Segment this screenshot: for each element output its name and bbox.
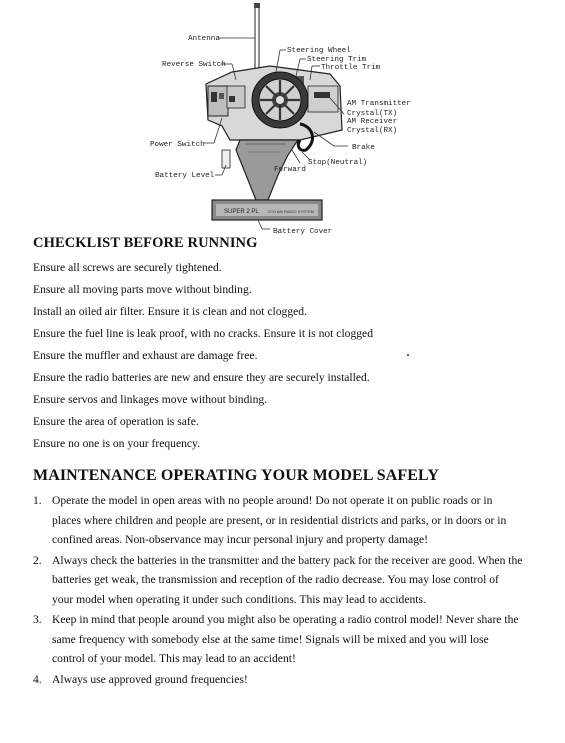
- checklist-item: Ensure no one is on your frequency.: [33, 437, 200, 450]
- checklist-item: Install an oiled air filter. Ensure it is clean and not clogged.: [33, 305, 307, 318]
- maintenance-item: [33, 491, 523, 550]
- checklist-item: Ensure the fuel line is leak proof, with no cracks. Ensure it is not clogged: [33, 327, 373, 340]
- label-steering-wheel: Steering Wheel: [287, 47, 351, 55]
- maintenance-item: [33, 670, 523, 690]
- item-text: Always check the batteries in the transmitter and the battery pack for the receiver are good. When the batteries get weak, the transmission and reception of the radio decrease. You may lose control of your model when operating it under such conditions. This may lead to accidents.: [52, 553, 523, 606]
- label-forward: Forward: [274, 166, 306, 174]
- label-battery-cover: Battery Cover: [273, 228, 333, 236]
- maintenance-item: [33, 610, 523, 669]
- transmitter-body-icon: [206, 66, 342, 220]
- label-reverse-switch: Reverse Switch: [162, 61, 226, 69]
- transmitter-diagram: [0, 0, 565, 240]
- antenna-icon: [254, 3, 260, 70]
- svg-text:2CH AM RADIO SYSTEM: 2CH AM RADIO SYSTEM: [268, 209, 315, 214]
- label-antenna: Antenna: [188, 35, 220, 43]
- label-am-receiver: AM Receiver: [347, 118, 398, 126]
- checklist-item: Ensure all screws are securely tightened.: [33, 261, 222, 274]
- maintenance-list: [33, 491, 523, 690]
- label-power-switch: Power Switch: [150, 141, 205, 149]
- item-text: Keep in mind that people around you might also be operating a radio control model! Never share the same frequency with somebody else at the same time! Signals will be mixed and you will lose control of your model. This may lead to an accident!: [52, 613, 519, 665]
- checklist-heading: CHECKLIST BEFORE RUNNING: [33, 235, 258, 251]
- maintenance-item: [33, 551, 523, 610]
- item-number: 3.: [33, 613, 42, 626]
- item-text: Operate the model in open areas with no people around! Do not operate it on public roads or in places where children and people are present, or in residential districts and parks, or in doors or in confined areas. Non-observance may incur personal injury and property damage!: [52, 494, 507, 546]
- label-brake: Brake: [352, 144, 375, 152]
- label-crystal-tx: Crystal(TX): [347, 110, 398, 118]
- label-crystal-rx: Crystal(RX): [347, 127, 398, 135]
- checklist-item: Ensure the area of operation is safe.: [33, 415, 199, 428]
- item-number: 1.: [33, 494, 42, 507]
- checklist-item: Ensure the muffler and exhaust are damage free.: [33, 349, 258, 362]
- item-text: Always use approved ground frequencies!: [52, 672, 248, 686]
- label-battery-level: Battery Level: [155, 172, 215, 180]
- label-am-transmitter: AM Transmitter: [347, 100, 411, 108]
- checklist-item: Ensure the radio batteries are new and ensure they are securely installed.: [33, 371, 370, 384]
- stray-dot: [407, 354, 409, 356]
- label-steering-trim: Steering Trim: [307, 56, 367, 64]
- label-stop-neutral: Stop(Neutral): [308, 159, 368, 167]
- item-number: 4.: [33, 672, 42, 686]
- checklist-item: Ensure all moving parts move without binding.: [33, 283, 252, 296]
- svg-text:SUPER 2 PL: SUPER 2 PL: [224, 209, 259, 215]
- label-throttle-trim: Throttle Trim: [321, 64, 381, 72]
- checklist: [33, 257, 373, 455]
- item-number: 2.: [33, 553, 42, 567]
- checklist-item: Ensure servos and linkages move without binding.: [33, 393, 268, 406]
- maintenance-heading: MAINTENANCE OPERATING YOUR MODEL SAFELY: [33, 467, 440, 484]
